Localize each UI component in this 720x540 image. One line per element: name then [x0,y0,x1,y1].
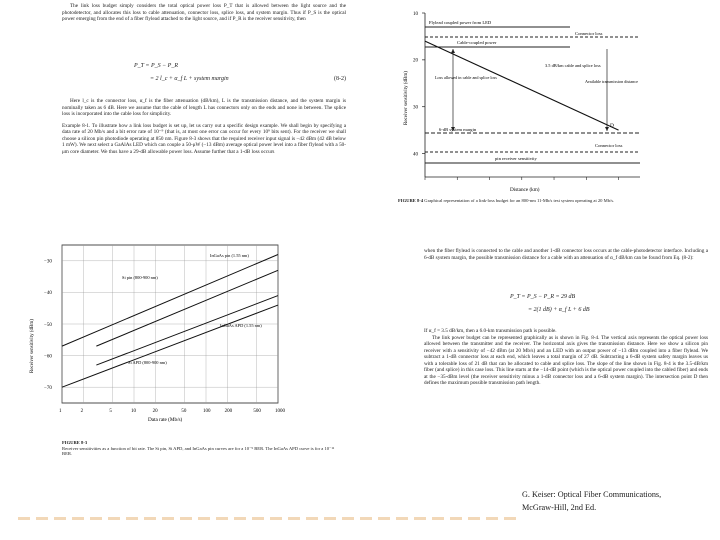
x-tick-label: 200 [224,409,233,414]
figure-8-3-text: Receiver sensitivities as a function of bit rate. The Si pin, Si APD, and InGaAs pin curves are for a 10⁻⁹ BER. The InGaAs APD curve is for a 10⁻¹¹ BER. [62,445,335,457]
y-axis-label: Receiver sensitivity (dBm) [404,71,409,125]
y-tick-label: 40 [413,152,418,158]
x-tick-label: 100 [203,409,211,414]
label-si-apd: Si APD (800-900 nm) [128,360,167,365]
cable-loss-slope-line [425,41,619,130]
right-bottom-text [424,248,708,261]
equation-budget [510,294,710,322]
x-tick-label: 50 [181,409,187,414]
annotation-point-d: D [610,123,614,129]
annotation-cable-splice: 3.5 dB/km cable and splice loss [545,63,601,68]
label-ingaas-pin: InGaAs pin (1.55 nm) [210,253,249,258]
y-tick-label: −70 [44,386,52,391]
x-ticks [59,409,286,414]
x-tick-label: 1000 [275,409,285,414]
equation-line-1: P_T = P_S − P_R [134,63,178,69]
annotation-flylead: Flylead coupled power from LED [429,20,492,25]
budget-line-2: = 2(1 dB) + α_f L + 6 dB [528,307,590,313]
y-tick-label: −60 [44,354,52,360]
figure-8-3-label: FIGURE 8-3 [62,440,88,445]
x-tick-label: 10 [131,409,136,414]
annotation-system-margin: 6-dB system margin [439,127,477,132]
x-tick-group [425,177,619,180]
x-tick-label: 20 [152,409,158,414]
figure-8-4-caption [398,198,718,204]
equation-8-2 [126,63,346,93]
y-tick-label: 20 [413,58,418,64]
series-line-0 [62,254,278,346]
series-line-1 [96,270,278,346]
y-tick-group [413,12,425,158]
series-lines [62,254,278,387]
annotation-available-distance: Available transmission distance [585,79,638,84]
y-tick-label: −30 [44,259,52,265]
paragraph-graphical-budget: The link power budget can be represented graphically as is shown in Fig. 8-4. The vertical axis represents the optical power loss allowed between the transmitter and the receiver. The horizontal axis gives the transmission distance. Here we show a silicon pin receiver with a sensitivity of −42 dBm (at 20 Mb/s) and an LED with an output power of −13 dBm coupled into a fiber flylead. We subtract a 1-dB connector loss at each end, which leaves a total margin of 27 dB. Subtracting a 6-dB system safety margin leaves us with a tolerable loss of 21 dB that can be allocated to cable and splice loss. The slope of the line shown in Fig. 8-4 is the 3.5-dB/km fiber (and splice) in this case loss. This line starts at the −14-dB point (which is the optical power coupled into the cabled fiber) and ends at the −35-dBm level (the receiver sensitivity minus a 1-dB connector loss and a 6-dB system margin). The intersection point D then defines the maximum possible transmission path length. [424,334,708,387]
decorative-dash-line [18,517,518,520]
paragraph-link-loss-budget: The link loss budget simply considers the total optical power loss P_T that is allowed between the light source and the photodetector, and allocates this loss to cable attenuation, connector loss, splice loss, and system margin. Thus if P_S is the optical power emerging from the end of a fiber flylead attached to the light source, and if P_R is the receiver sensitivity, then [62,3,346,23]
annotation-loss-allowed: Loss allowed in cable and splice loss [435,75,497,80]
annotation-pin-sensitivity: pin receiver sensitivity [495,156,537,161]
annotation-connector-top: Connector loss [575,31,603,36]
y-tick-label: −50 [44,322,52,328]
x-tick-label: 5 [109,409,112,414]
budget-line-1: P_T = P_S − P_R = 29 dB [510,294,576,300]
annotation-connector-bottom: Connector loss [595,143,623,148]
annotation-cable-coupled: Cable-coupled power [457,40,497,45]
figure-8-3 [20,243,350,423]
x-axis-label: Distance (km) [510,187,540,193]
receiver-sensitivity-chart [20,243,350,423]
y-tick-label: 30 [413,105,418,111]
link-loss-chart [395,5,720,205]
paragraph-fiber-flylead: when the fiber flylead is connected to the cable and another 1-dB connector loss occurs at the cable-photodetector interface. Including a 6-dB system margin, the possible transmission distance for a cable with an attenuation of α_f dB/km can be found from Eq. (8-2): [424,248,708,261]
x-tick-label: 2 [80,409,84,414]
citation-line-1: G. Keiser: Optical Fiber Communications, [522,490,662,499]
x-tick-label: 500 [253,409,261,414]
label-ingaas-apd: InGaAs APD (1.55 nm) [220,323,262,328]
left-top-text [62,3,346,23]
figure-8-4-text: Graphical representation of a link-loss budget for an 800-nm 11-Mb/s test system operating at 20 Mb/s. [424,198,615,203]
right-bottom-text-2 [424,328,708,387]
x-axis-label-l: Data rate (Mb/s) [148,417,183,423]
y-axis-label-l: Receiver sensitivity (dBm) [30,319,35,373]
y-ticks [44,260,52,391]
citation-line-2: McGraw-Hill, 2nd Ed. [522,503,597,512]
y-tick-label: −40 [44,291,52,297]
citation [522,488,661,514]
paragraph-transmission-path: If α_f = 3.5 dB/km, then a 6.0-km transmission path is possible. [424,328,557,334]
figure-8-4 [395,5,720,205]
paragraph-connector-loss: Here l_c is the connector loss, α_f is the fiber attenuation (dB/km), L is the transmission distance, and the system margin is nominally taken as 6 dB. Here we assume that the cable of length L has connectors only on the ends and none in between. The splice loss is incorporated into the cable loss for simplicity. [62,98,346,118]
equation-line-2: = 2 l_c + α_f L + system margin [150,76,229,82]
left-top-text-2 [62,98,346,155]
equation-number: (8-2) [334,76,346,82]
y-tick-label: 10 [413,11,418,17]
series-line-3 [62,305,278,387]
example-8-1: Example 8-1. To illustrate how a link loss budget is set up, let us carry out a specific design example. We shall begin by specifying a data rate of 20 Mb/s and a bit error rate of 10⁻⁹ (that is, at most one error can occur for every 10⁹ bits sent). For the receiver we shall choose a silicon pin photodiode operating at 850 nm. Figure 8-3 shows that the required receiver input signal is −42 dBm (42 dB below 1 mW). We next select a GaAlAs LED which can couple a 50-μW (−13 dBm) average optical power level into a fiber flylead with a 50-μm core diameter. We thus have a 29-dB allowable power loss. Assume further that a 1-dB loss occurs [62,122,346,155]
label-si-pin: Si pin (800-900 nm) [122,275,158,280]
figure-8-4-label: FIGURE 8-4 [398,198,424,203]
figure-8-3-caption [62,440,342,457]
series-line-2 [96,296,278,366]
x-tick-label: 1 [59,409,62,414]
